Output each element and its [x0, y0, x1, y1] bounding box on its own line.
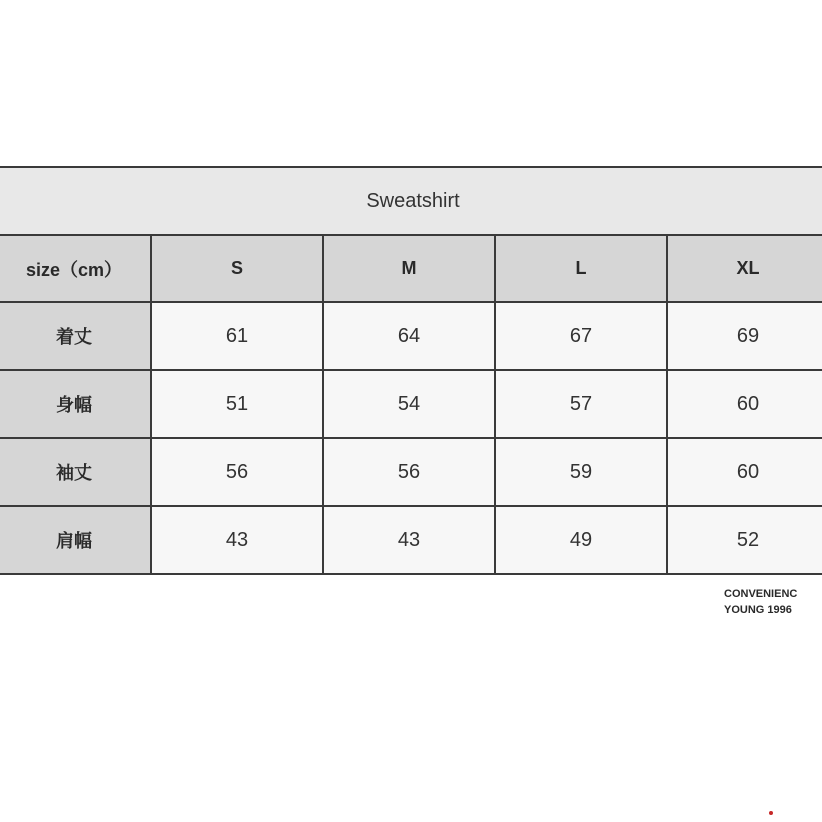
size-header-s: S	[151, 235, 323, 302]
table-cell: 56	[151, 438, 323, 506]
size-unit-header: size（cm）	[0, 235, 151, 302]
table-row	[0, 438, 822, 506]
table-cell: 43	[323, 506, 495, 574]
table-row	[0, 506, 822, 574]
size-header-m: M	[323, 235, 495, 302]
red-dot-mark	[769, 811, 773, 815]
table-cell: 56	[323, 438, 495, 506]
table-cell: 60	[667, 438, 822, 506]
table-cell: 52	[667, 506, 822, 574]
row-label: 身幅	[0, 370, 151, 438]
table-cell: 67	[495, 302, 667, 370]
title-row	[0, 167, 822, 235]
brand-line-1: CONVENIENC	[724, 588, 798, 600]
brand-line-2: YOUNG 1996	[724, 604, 792, 616]
table-cell: 64	[323, 302, 495, 370]
row-label: 肩幅	[0, 506, 151, 574]
table-cell: 54	[323, 370, 495, 438]
brand-logo-text	[724, 586, 822, 618]
size-header-l: L	[495, 235, 667, 302]
table-cell: 51	[151, 370, 323, 438]
table-row	[0, 302, 822, 370]
size-header-xl: XL	[667, 235, 822, 302]
row-label: 袖丈	[0, 438, 151, 506]
table-cell: 43	[151, 506, 323, 574]
table-cell: 69	[667, 302, 822, 370]
table-cell: 49	[495, 506, 667, 574]
table-row	[0, 370, 822, 438]
table-cell: 60	[667, 370, 822, 438]
table-cell: 61	[151, 302, 323, 370]
table-title: Sweatshirt	[0, 167, 822, 235]
row-label: 着丈	[0, 302, 151, 370]
size-chart-table	[0, 166, 822, 575]
table-cell: 59	[495, 438, 667, 506]
table-cell: 57	[495, 370, 667, 438]
header-row	[0, 235, 822, 302]
